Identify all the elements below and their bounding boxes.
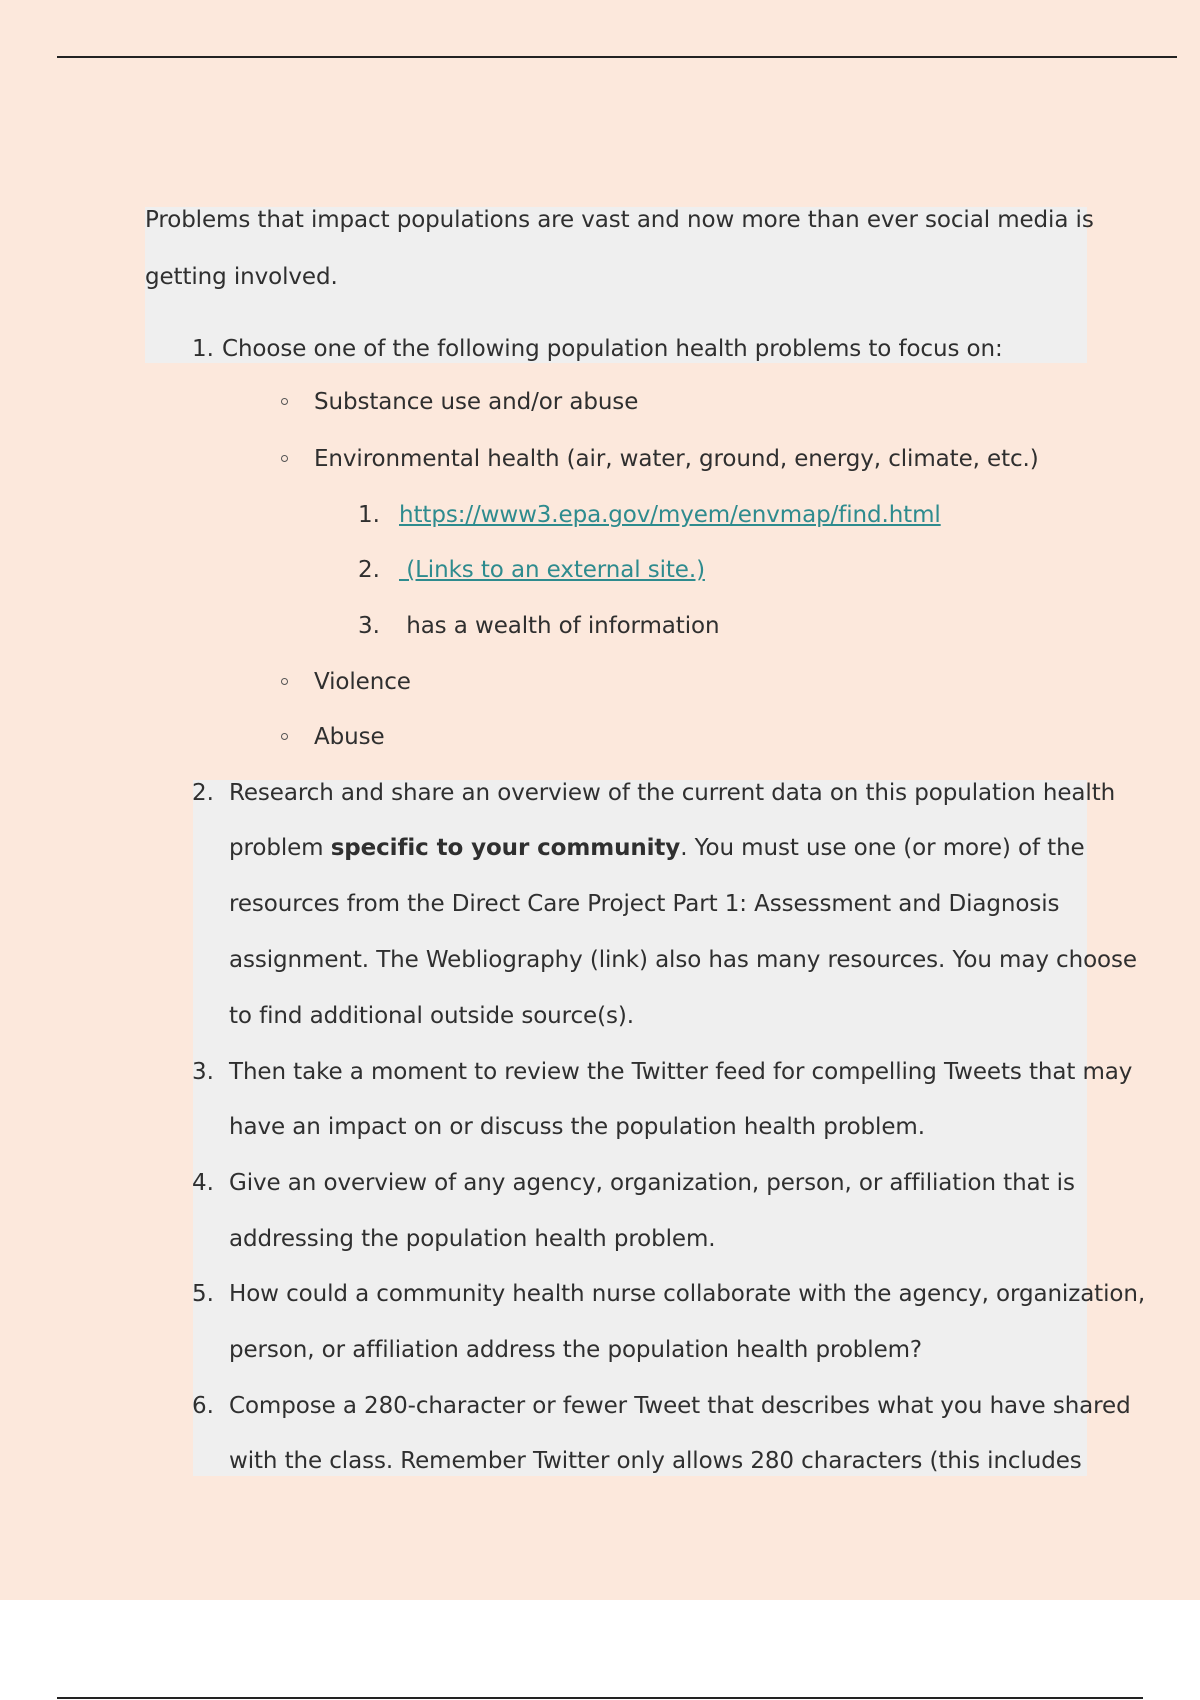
intro-line-1: Problems that impact populations are vast and now more than ever social media is	[145, 207, 1094, 233]
sub-item-abuse: Abuse	[314, 724, 385, 750]
wealth-info-text: has a wealth of information	[399, 613, 720, 639]
item2-line-3: resources from the Direct Care Project Part 1: Assessment and Diagnosis	[229, 891, 1060, 917]
item5-line-2: person, or affiliation address the population health problem?	[229, 1337, 923, 1363]
list-number-2: 2.	[192, 780, 214, 806]
item5-line-1: How could a community health nurse collaborate with the agency, organization,	[229, 1281, 1146, 1307]
bullet-circle-icon	[281, 398, 288, 405]
list-number-5: 5.	[192, 1281, 214, 1307]
sub-number-3: 3.	[358, 613, 380, 639]
item2-line-1: Research and share an overview of the current data on this population health	[229, 780, 1116, 806]
item2-bold-phrase: specific to your community	[330, 835, 681, 861]
item3-line-2: have an impact on or discuss the population health problem.	[229, 1114, 925, 1140]
list-number-4: 4.	[192, 1170, 214, 1196]
intro-line-2: getting involved.	[145, 264, 338, 290]
list-number-1: 1.	[192, 336, 214, 362]
item4-line-2: addressing the population health problem.	[229, 1226, 716, 1252]
sub-number-1: 1.	[358, 502, 380, 528]
header-rule	[57, 56, 1177, 58]
external-site-link[interactable]: (Links to an external site.)	[399, 557, 705, 583]
item6-line-1: Compose a 280-character or fewer Tweet that describes what you have shared	[229, 1393, 1131, 1419]
sub-item-substance: Substance use and/or abuse	[314, 389, 639, 415]
item2-line-5: to find additional outside source(s).	[229, 1003, 634, 1029]
sub-item-environmental: Environmental health (air, water, ground, energy, climate, etc.)	[314, 446, 1039, 472]
epa-link[interactable]: https://www3.epa.gov/myem/envmap/find.html	[399, 502, 941, 528]
sub-item-violence: Violence	[314, 669, 411, 695]
item2-line-4: assignment. The Webliography (link) also has many resources. You may choose	[229, 947, 1137, 973]
bullet-circle-icon	[281, 678, 288, 685]
bullet-circle-icon	[281, 733, 288, 740]
item6-line-2: with the class. Remember Twitter only allows 280 characters (this includes	[229, 1448, 1082, 1474]
item4-line-1: Give an overview of any agency, organization, person, or affiliation that is	[229, 1170, 1075, 1196]
sub-number-2: 2.	[358, 557, 380, 583]
footer-rule	[57, 1697, 1143, 1699]
item3-line-1: Then take a moment to review the Twitter feed for compelling Tweets that may	[229, 1059, 1133, 1085]
bullet-circle-icon	[281, 455, 288, 462]
item2-line-2: problem specific to your community. You must use one (or more) of the	[229, 835, 1085, 861]
list-item-1: Choose one of the following population health problems to focus on:	[222, 336, 1003, 362]
list-number-6: 6.	[192, 1393, 214, 1419]
list-number-3: 3.	[192, 1059, 214, 1085]
